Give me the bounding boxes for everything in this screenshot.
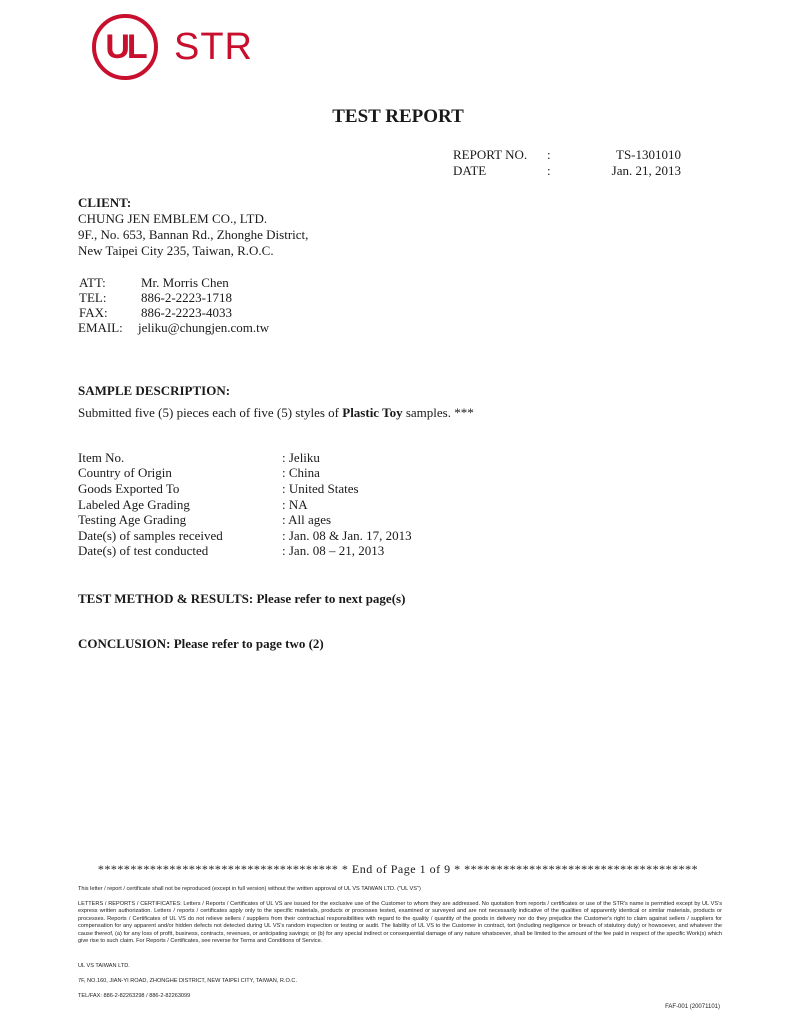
- report-meta: [453, 147, 681, 181]
- info-label: Item No.: [78, 450, 125, 465]
- client-address-1: 9F., No. 653, Bannan Rd., Zhonghe District,: [78, 227, 309, 242]
- contact-value: Mr. Morris Chen: [141, 275, 229, 290]
- sample-desc-pre: Submitted five (5) pieces each of five (5) styles of: [78, 405, 339, 420]
- form-number: FAF-001 (20071101): [665, 1004, 720, 1010]
- test-method-note: TEST METHOD & RESULTS: Please refer to next page(s): [78, 591, 406, 606]
- footer-address: 7F, NO.160, JIAN-YI ROAD, ZHONGHE DISTRICT, NEW TAIPEI CITY, TAIWAN, R.O.C.: [78, 978, 298, 984]
- contact-label: ATT:: [79, 275, 106, 290]
- info-label: Date(s) of samples received: [78, 528, 223, 543]
- contact-value: jeliku@chungjen.com.tw: [138, 320, 270, 335]
- end-of-page-marker: ************************************* * End of Page 1 of 9 * ************************************: [97, 862, 699, 876]
- date-sep: :: [547, 163, 551, 178]
- ul-str-logo: [92, 14, 260, 94]
- info-label: Country of Origin: [78, 465, 172, 480]
- contact-value: 886-2-2223-1718: [141, 290, 232, 305]
- sample-heading: SAMPLE DESCRIPTION:: [78, 383, 231, 398]
- report-no-value: TS-1301010: [616, 147, 681, 162]
- info-value: : China: [282, 465, 320, 480]
- info-label: Goods Exported To: [78, 481, 180, 496]
- conclusion-note: CONCLUSION: Please refer to page two (2): [78, 636, 324, 651]
- report-no-sep: :: [547, 147, 551, 162]
- info-value: : Jan. 08 & Jan. 17, 2013: [282, 528, 412, 543]
- client-address-2: New Taipei City 235, Taiwan, R.O.C.: [78, 243, 274, 258]
- logo-text: STR: [174, 26, 253, 68]
- sample-desc-product: Plastic Toy: [342, 405, 403, 420]
- footer-disclaimer: LETTERS / REPORTS / CERTIFICATES: Letters / Reports / Certificates of UL VS are issued for the exclusive use of the Customer to whom they are addressed. No quotation from reports / certificates or use of the STR's name is permitted except by UL VS's express written authorization. Letters / reports / certificates apply only to the specific materials, products or processes tested, examined or surveyed and are not necessarily indicative of the qualities of apparently identical or similar materials, products or processes. Reports / Certificates of UL VS do not relieve sellers / suppliers from their contractual responsibilities with regard to the quality / quantity of the goods in delivery nor do they prejudice the Customer's right to claim against sellers / suppliers for compensation for any apparent and/or hidden defects not detected during UL VS's random inspection or testing or audit. The liability of UL VS to the Customer in contract, tort (including negligence or breach of statutory duty) or howsoever, and whatever the cause thereof, (a) for any loss of profit, business, contracts, revenues, or anticipating savings; or (b) for any special indirect or consequential damage of any nature whatsoever, shall be limited to the amount of the fee paid in respect of the specific Work(s) which give rise to such claim. For Reports / Certificates, see reverse for Terms and Conditions of Service.: [78, 901, 722, 945]
- sample-description: [78, 404, 474, 421]
- contact-label: EMAIL:: [78, 320, 123, 335]
- info-label: Date(s) of test conducted: [78, 543, 209, 558]
- client-heading: CLIENT:: [78, 195, 132, 210]
- logo-mark: UL: [105, 27, 145, 66]
- report-no-label: REPORT NO.: [453, 147, 528, 162]
- info-label: Testing Age Grading: [78, 512, 187, 527]
- date-label: DATE: [453, 163, 487, 178]
- sample-desc-post: samples. ***: [405, 405, 474, 420]
- date-row: [453, 163, 681, 179]
- client-name: CHUNG JEN EMBLEM CO., LTD.: [78, 211, 268, 226]
- contact-label: TEL:: [79, 290, 107, 305]
- info-value: : NA: [282, 497, 308, 512]
- info-value: : United States: [282, 481, 359, 496]
- contact-label: FAX:: [79, 305, 108, 320]
- footer-company: UL VS TAIWAN LTD.: [78, 963, 130, 969]
- footer-telfax: TEL/FAX: 886-2-82263298 / 886-2-82263099: [78, 993, 191, 999]
- contact-value: 886-2-2223-4033: [141, 305, 232, 320]
- date-value: Jan. 21, 2013: [611, 163, 681, 178]
- info-value: : Jan. 08 – 21, 2013: [282, 543, 385, 558]
- footer-notice: This letter / report / certificate shall not be reproduced (except in full version) without the written approval of UL VS TAIWAN LTD. ("UL VS"): [78, 886, 421, 892]
- report-no-row: [453, 147, 681, 163]
- info-value: : All ages: [282, 512, 332, 527]
- page-title: TEST REPORT: [332, 106, 464, 127]
- info-value: : Jeliku: [282, 450, 320, 465]
- info-label: Labeled Age Grading: [78, 497, 190, 512]
